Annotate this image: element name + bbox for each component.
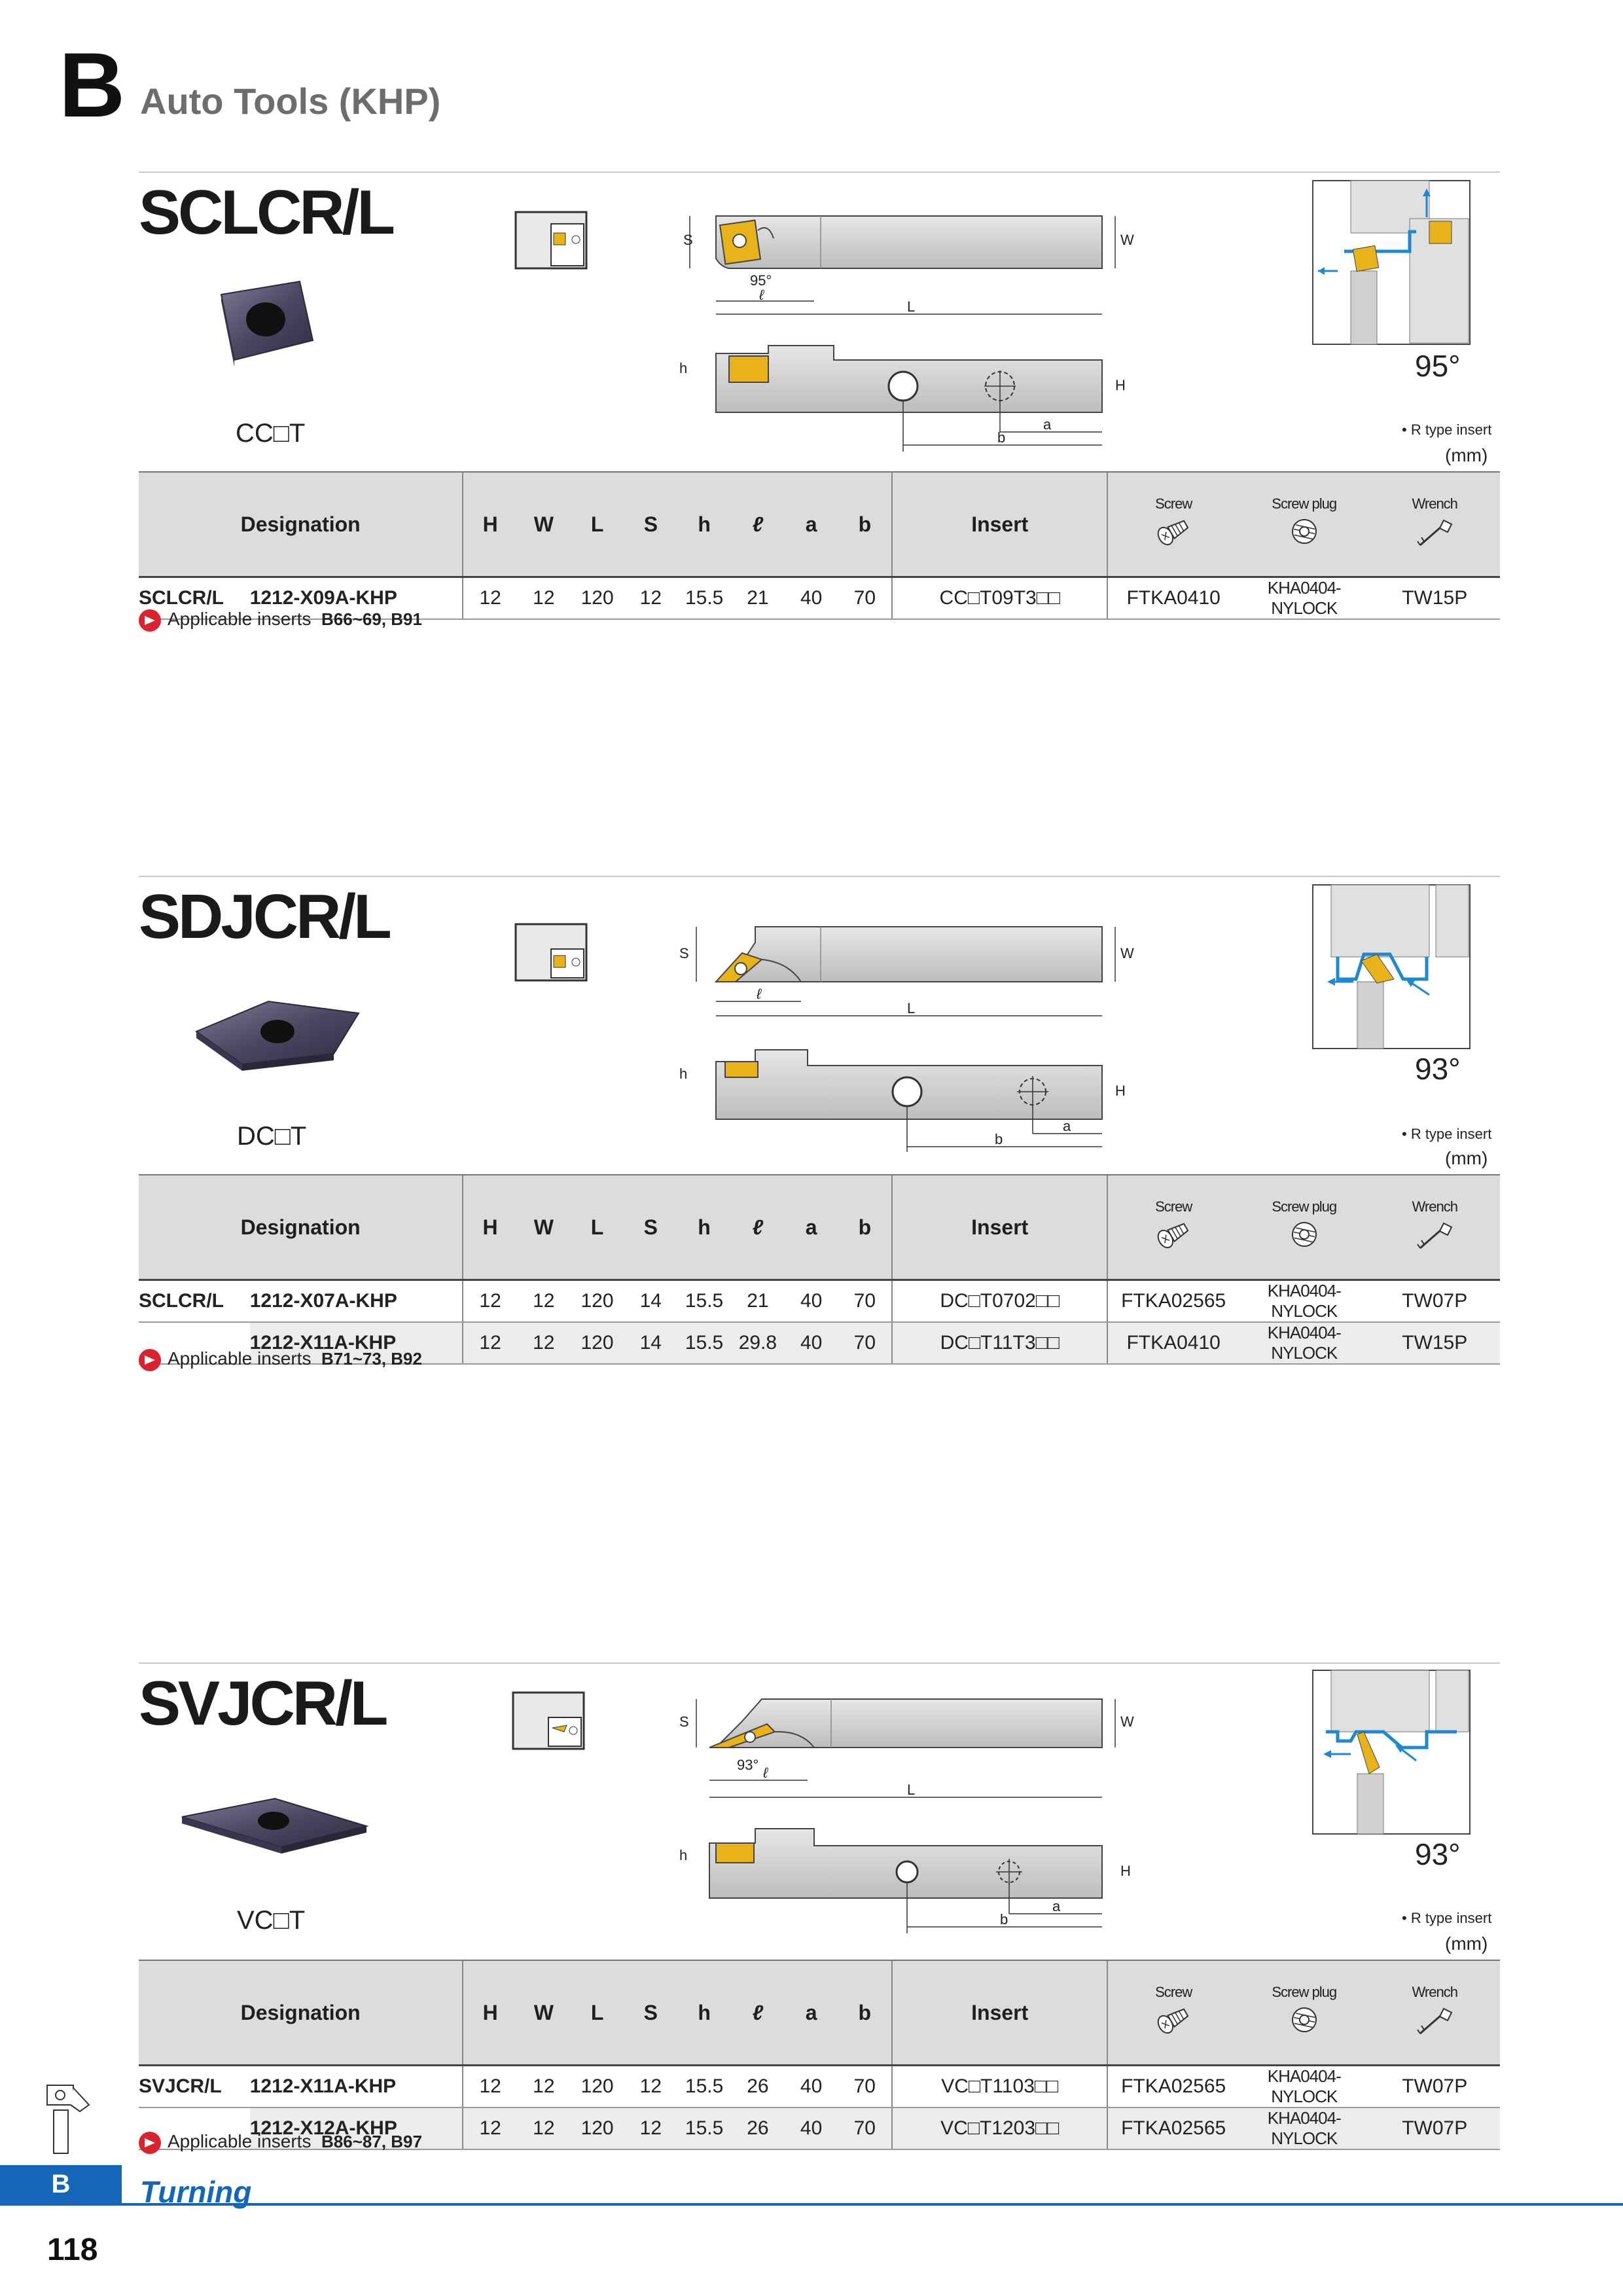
col-l-lower: ℓ — [731, 472, 785, 577]
screw-icon — [1154, 515, 1193, 548]
col-insert: Insert — [892, 472, 1107, 577]
table-row: 1212-X12A-KHP 12 12 120 12 15.5 26 40 70 VC□T1203□□ FTKA02565 KHA0404-NYLOCK TW07P — [139, 2108, 1500, 2149]
applicable-inserts: Applicable inserts B86~87, B97 — [139, 2131, 422, 2154]
col-screw: Screw — [1107, 1175, 1239, 1280]
dim-b: b — [1000, 1911, 1008, 1928]
col-a: a — [785, 472, 838, 577]
col-h-upper: H — [463, 472, 517, 577]
dim-l-small: ℓ — [757, 986, 762, 1002]
angle-label: 95° — [750, 272, 772, 289]
holder-end-view-icon — [514, 211, 589, 271]
insert-shape-label: CC□T — [236, 419, 306, 448]
dim-b: b — [997, 429, 1006, 446]
screw-plug-icon — [1285, 515, 1324, 548]
col-w: W — [517, 1960, 571, 2066]
dim-l-small: ℓ — [759, 287, 764, 303]
dim-b: b — [995, 1131, 1003, 1147]
col-l-upper: L — [571, 1175, 624, 1280]
arrow-right-icon — [139, 1349, 161, 1371]
insert-shape-label: VC□T — [237, 1906, 306, 1935]
col-a: a — [785, 1960, 838, 2066]
r-type-note: • R type insert — [1402, 1910, 1492, 1926]
col-b: b — [838, 1960, 892, 2066]
holder-dimension-drawing — [670, 916, 1154, 1158]
holder-end-view-icon — [514, 923, 589, 983]
col-h-lower: h — [677, 472, 731, 577]
dim-h-small: h — [679, 1066, 688, 1082]
dim-a: a — [1043, 416, 1052, 433]
col-insert: Insert — [892, 1960, 1107, 2066]
r-type-note: • R type insert — [1402, 1126, 1492, 1142]
holder-end-view-icon — [512, 1691, 586, 1751]
dim-h-small: h — [679, 360, 688, 376]
col-screw: Screw — [1107, 472, 1239, 577]
col-h-upper: H — [463, 1175, 517, 1280]
col-wrench: Wrench — [1369, 1960, 1500, 2066]
dim-l-total: L — [907, 1782, 916, 1798]
dim-a: a — [1063, 1118, 1071, 1134]
approach-angle: 95° — [1415, 349, 1461, 383]
col-screw-plug: Screw plug — [1239, 1175, 1369, 1280]
dim-w: W — [1120, 1713, 1134, 1730]
insert-shape-label: DC□T — [237, 1122, 307, 1151]
col-h-lower: h — [677, 1175, 731, 1280]
col-s: S — [624, 472, 678, 577]
dim-l-total: L — [907, 1000, 916, 1016]
spec-table — [139, 471, 1500, 620]
col-designation: Designation — [139, 472, 463, 577]
arrow-right-icon — [139, 609, 161, 632]
section-divider — [139, 171, 1500, 173]
table-row: SCLCR/L 1212-X07A-KHP 12 12 120 14 15.5 21 40 70 DC□T0702□□ FTKA02565 KHA0404-NYLOCK TW07P — [139, 1280, 1500, 1323]
approach-angle: 93° — [1415, 1837, 1461, 1871]
holder-dimension-drawing — [670, 1689, 1154, 1937]
col-designation: Designation — [139, 1175, 463, 1280]
unit-note: (mm) — [1445, 445, 1488, 465]
approach-angle: 93° — [1415, 1052, 1461, 1086]
cutting-direction-diagram — [1311, 1669, 1471, 1842]
chapter-tab[interactable]: B — [0, 2165, 122, 2203]
spec-table — [139, 1960, 1500, 2150]
dim-l-total: L — [907, 298, 916, 315]
col-b: b — [838, 472, 892, 577]
unit-note: (mm) — [1445, 1933, 1488, 1954]
screw-plug-icon — [1285, 2003, 1324, 2036]
wrench-icon — [1415, 1218, 1454, 1251]
angle-label: 93° — [737, 1757, 759, 1773]
col-l-lower: ℓ — [731, 1175, 785, 1280]
col-l-upper: L — [571, 472, 624, 577]
col-screw: Screw — [1107, 1960, 1239, 2066]
dim-a: a — [1052, 1898, 1061, 1914]
table-row: SCLCR/L 1212-X09A-KHP 12 12 120 12 15.5 21 40 70 CC□T09T3□□ FTKA0410 KHA0404-NYLOCK TW15P — [139, 577, 1500, 620]
page-number: 118 — [47, 2233, 98, 2267]
col-screw-plug: Screw plug — [1239, 472, 1369, 577]
holder-dimension-drawing — [670, 196, 1154, 458]
dim-h-total: H — [1120, 1863, 1131, 1879]
col-a: a — [785, 1175, 838, 1280]
section-title: SDJCR/L — [139, 882, 389, 952]
unit-note: (mm) — [1445, 1148, 1488, 1168]
wrench-icon — [1415, 2003, 1454, 2036]
screw-icon — [1154, 1218, 1193, 1251]
col-wrench: Wrench — [1369, 472, 1500, 577]
col-s: S — [624, 1175, 677, 1280]
spec-table — [139, 1174, 1500, 1365]
col-screw-plug: Screw plug — [1239, 1960, 1369, 2066]
table-row: 1212-X11A-KHP 12 12 120 14 15.5 29.8 40 70 DC□T11T3□□ FTKA0410 KHA0404-NYLOCK TW15P — [139, 1322, 1500, 1364]
cutting-direction-diagram — [1311, 179, 1471, 352]
dim-h-small: h — [679, 1847, 688, 1863]
dim-h-total: H — [1115, 377, 1126, 393]
section-divider — [139, 1662, 1500, 1664]
screw-plug-icon — [1285, 1218, 1324, 1251]
turning-tool-icon — [34, 2079, 99, 2157]
dim-s: S — [679, 1713, 689, 1730]
col-w: W — [517, 1175, 571, 1280]
col-wrench: Wrench — [1369, 1175, 1500, 1280]
col-l-upper: L — [571, 1960, 624, 2066]
r-type-note: • R type insert — [1402, 422, 1492, 438]
wrench-icon — [1415, 515, 1454, 548]
cc-insert-image — [202, 262, 319, 380]
chapter-title: Auto Tools (KHP) — [140, 81, 441, 122]
cutting-direction-diagram — [1311, 884, 1471, 1056]
col-w: W — [517, 472, 571, 577]
applicable-inserts: Applicable inserts B66~69, B91 — [139, 609, 422, 632]
applicable-inserts: Applicable inserts B71~73, B92 — [139, 1348, 422, 1371]
dim-w: W — [1120, 232, 1134, 248]
screw-icon — [1154, 2003, 1193, 2036]
col-designation: Designation — [139, 1960, 463, 2066]
arrow-right-icon — [139, 2132, 161, 2154]
chapter-letter: B — [59, 33, 126, 136]
col-h-upper: H — [463, 1960, 517, 2066]
section-divider — [139, 876, 1500, 877]
dim-w: W — [1120, 945, 1134, 961]
section-title: SCLCR/L — [139, 177, 393, 247]
col-b: b — [838, 1175, 893, 1280]
category-label: Turning — [140, 2175, 252, 2209]
col-h-lower: h — [677, 1960, 731, 2066]
col-l-lower: ℓ — [731, 1960, 785, 2066]
vc-insert-image — [177, 1787, 373, 1859]
col-s: S — [624, 1960, 678, 2066]
dim-s: S — [679, 945, 689, 961]
col-insert: Insert — [892, 1175, 1107, 1280]
dim-s: S — [683, 232, 693, 248]
section-title: SVJCR/L — [139, 1668, 386, 1738]
dim-l-small: ℓ — [763, 1765, 768, 1781]
dc-insert-image — [190, 988, 366, 1073]
table-row: SVJCR/L 1212-X11A-KHP 12 12 120 12 15.5 26 40 70 VC□T1103□□ FTKA02565 KHA0404-NYLOCK TW07P — [139, 2066, 1500, 2108]
dim-h-total: H — [1115, 1083, 1126, 1099]
